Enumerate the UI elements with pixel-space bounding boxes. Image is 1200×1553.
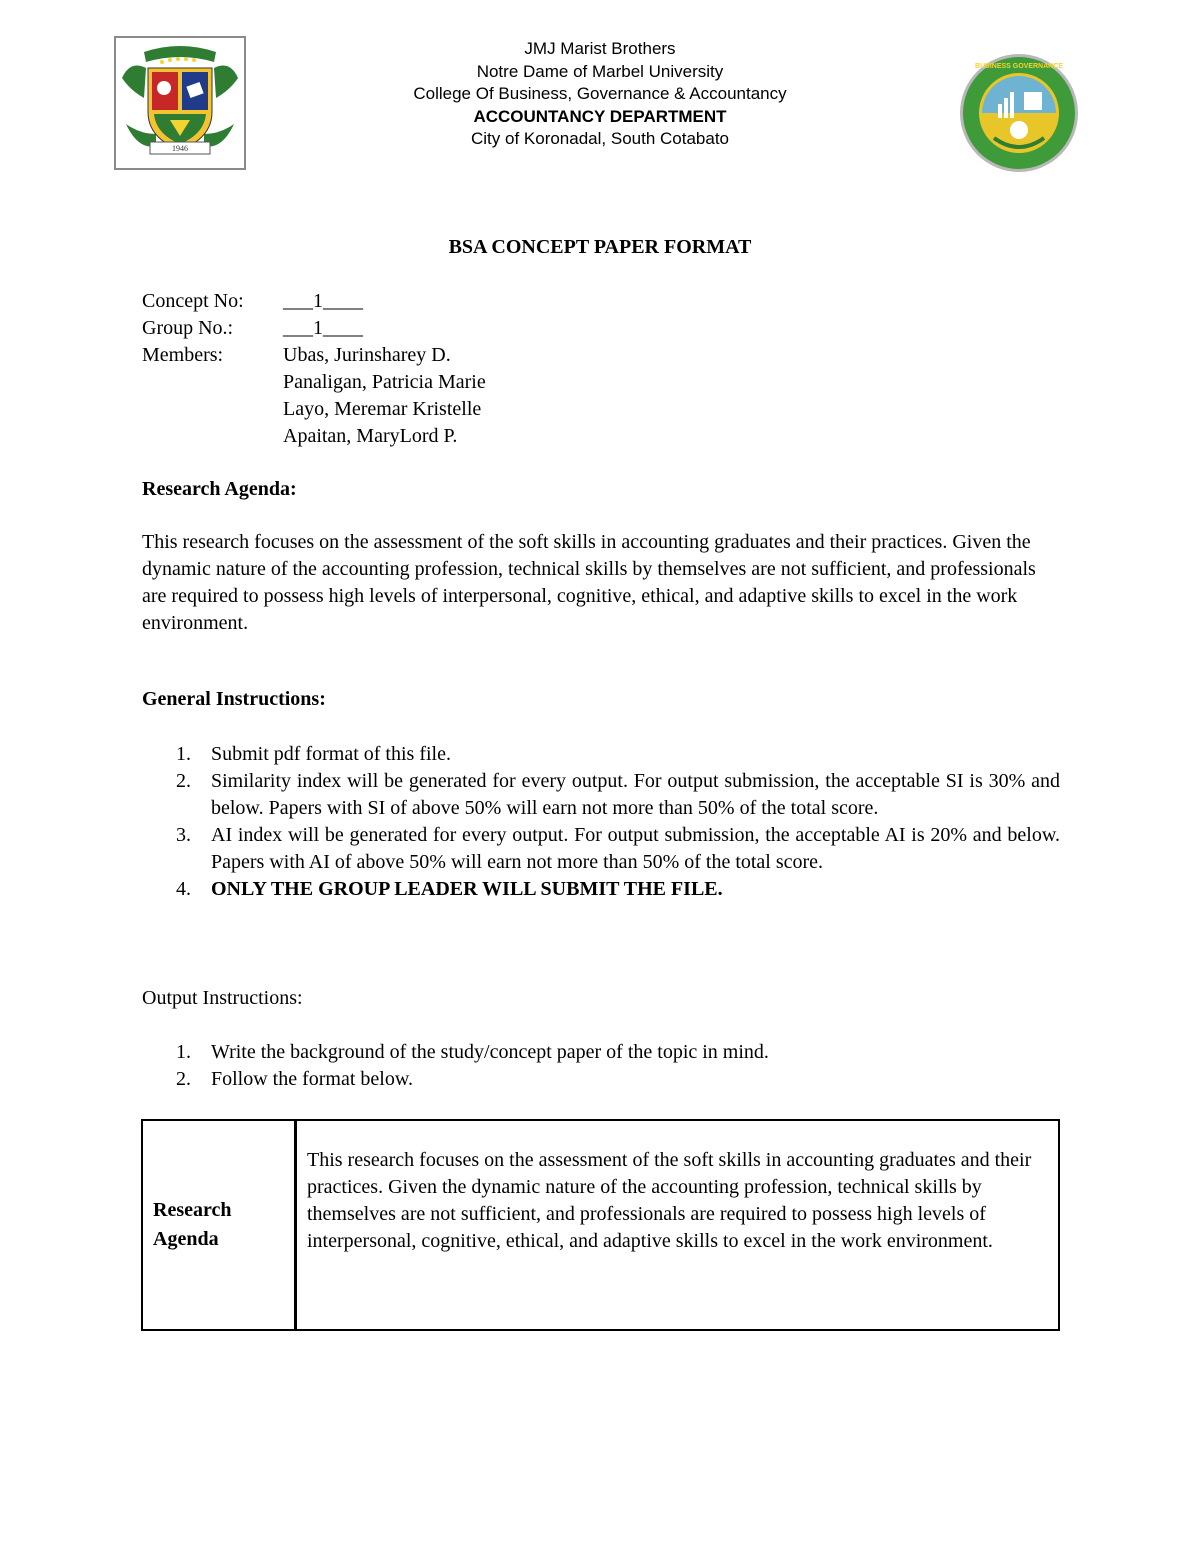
svg-text:BUSINESS GOVERNANCE: BUSINESS GOVERNANCE [975,63,1063,70]
list-number: 1. [176,1041,191,1063]
concept-label: Concept No: [142,290,244,312]
list-text: Similarity index will be generated for every output. For output submission, the acceptable SI is 30% and below. Papers with SI of above 50% will earn not more than 50% of the total score. [211,770,1060,819]
output-instructions-list [142,1039,1060,1093]
list-number: 4. [176,878,191,900]
table-label: Research Agenda [153,1199,232,1250]
header-line-2: Notre Dame of Marbel University [476,61,724,81]
members-label: Members: [142,344,224,366]
header-location: City of Koronadal, South Cotabato [471,129,729,149]
list-number: 2. [176,1068,191,1090]
list-item [142,741,1060,768]
member-name: Panaligan, Patricia Marie [283,371,486,393]
output-instructions-heading: Output Instructions: [142,987,303,1009]
list-number: 3. [176,824,191,846]
list-text: ONLY THE GROUP LEADER WILL SUBMIT THE FILE. [211,878,723,900]
header-line-1: JMJ Marist Brothers [524,39,676,58]
group-info [142,288,486,450]
table-content-cell: This research focuses on the assessment of the soft skills in accounting graduates and their practices. Given the dynamic nature of the accounting profession, technical skills by themselves are not sufficient, and professionals are required to possess high levels of interpersonal, cognitive, ethical, and adaptive skills to excel in the work environment. [307,1149,1032,1252]
list-number: 1. [176,743,191,765]
format-table [141,1119,1060,1331]
member-name: Ubas, Jurinsharey D. [283,344,451,366]
general-instructions-list [142,741,1060,903]
college-seal-icon [958,52,1080,174]
table-label-cell [143,1121,297,1329]
university-logo [114,36,246,170]
svg-text:1946: 1946 [172,144,188,153]
letterhead [300,38,900,151]
concept-row [142,288,486,315]
document-title: BSA CONCEPT PAPER FORMAT [448,236,752,258]
header-department: ACCOUNTANCY DEPARTMENT [473,106,727,126]
member-name: Apaitan, MaryLord P. [283,425,458,447]
list-item [142,876,1060,903]
research-agenda-text: This research focuses on the assessment of the soft skills in accounting graduates and their practices. Given the dynamic nature of the accounting profession, technical skills by themselves are not sufficient, and professionals are required to possess high levels of interpersonal, cognitive, ethical, and adaptive skills to excel in the work environment. [142,531,1036,634]
list-text: AI index will be generated for every output. For output submission, the acceptable AI is 20% and below. Papers with AI of above 50% will earn not more than 50% of the total score. [211,824,1060,873]
group-label: Group No.: [142,317,234,339]
list-text: Submit pdf format of this file. [211,743,451,765]
university-crest-icon [116,38,244,168]
members-row [142,342,486,450]
list-item [142,822,1060,876]
group-value: ___1____ [283,317,363,339]
members-list [283,342,486,450]
research-agenda-heading: Research Agenda: [142,478,297,500]
member-name: Layo, Meremar Kristelle [283,398,482,420]
college-seal-logo [958,52,1080,174]
concept-value: ___1____ [283,290,363,312]
general-instructions-heading: General Instructions: [142,688,326,710]
list-item [142,1039,1060,1066]
header-line-3: College Of Business, Governance & Accountancy [413,84,787,104]
list-text: Follow the format below. [211,1068,414,1090]
list-number: 2. [176,770,191,792]
list-item [142,1066,1060,1093]
list-text: Write the background of the study/concept paper of the topic in mind. [211,1041,769,1063]
list-item [142,768,1060,822]
group-row [142,315,486,342]
